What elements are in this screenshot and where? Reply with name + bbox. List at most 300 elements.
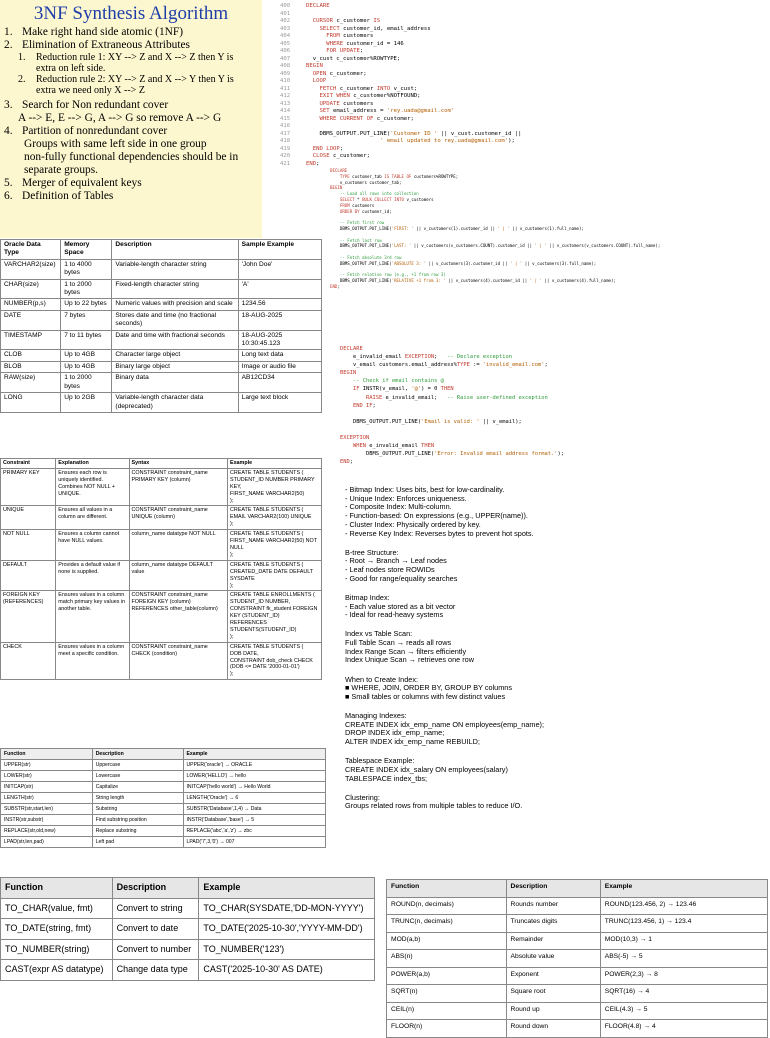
table-cell: Long text data bbox=[238, 350, 321, 361]
table-cell: REPLACE(str,old,new) bbox=[1, 826, 93, 837]
table-cell: Exponent bbox=[506, 967, 600, 985]
code-line: DBMS_OUTPUT.PUT_LINE('Email is valid: ' || v_email); bbox=[340, 418, 522, 425]
table-row bbox=[1, 468, 322, 506]
code-line bbox=[280, 26, 700, 34]
table-cell: SUBSTR('Database',1,4) → Data bbox=[183, 804, 326, 815]
table-cell: 7 to 11 bytes bbox=[61, 330, 112, 350]
table-cell: UNIQUE bbox=[1, 506, 56, 530]
note-line: CREATE INDEX idx_salary ON employees(salary) bbox=[345, 764, 508, 774]
code-text: BEGIN bbox=[306, 63, 323, 69]
line-number: 414 bbox=[280, 108, 291, 114]
table-cell: FOREIGN KEY (REFERENCES) bbox=[1, 591, 56, 642]
table-cell: Character large object bbox=[112, 350, 238, 361]
table-cell: PRIMARY KEY bbox=[1, 468, 56, 506]
table-cell: Convert to number bbox=[112, 939, 199, 960]
note-line: - Cluster Index: Physically ordered by key. bbox=[345, 519, 481, 529]
note-line: - Reverse Key Index: Reverses bytes to prevent hot spots. bbox=[345, 528, 534, 538]
spacer bbox=[345, 583, 765, 593]
note-line: CREATE INDEX idx_emp_name ON employees(emp_name); bbox=[345, 719, 544, 729]
code-line bbox=[280, 78, 700, 86]
code-text: DBMS_OUTPUT.PUT_LINE('Customer ID ' || v_cust.customer_id || bbox=[306, 130, 522, 137]
note-line: ■ Small tables or columns with few distinct values bbox=[345, 691, 506, 701]
table-cell: 18-AUG-2025 bbox=[238, 310, 321, 330]
column-header: Example bbox=[183, 749, 326, 760]
code-text: END; bbox=[306, 160, 320, 167]
column-header: Description bbox=[112, 240, 238, 260]
table-cell: 18-AUG-2025 10:30:45.123 bbox=[238, 330, 321, 350]
column-header: Memory Space bbox=[61, 240, 112, 260]
code-text: OPEN c_customer; bbox=[312, 70, 367, 77]
table-row bbox=[1, 330, 322, 350]
line-number: 419 bbox=[280, 145, 291, 152]
code-text: SELECT customer_id, email_address bbox=[319, 25, 431, 32]
line-number: 400 bbox=[280, 3, 291, 9]
code-line bbox=[280, 3, 700, 11]
code-line: -- Fetch absolute 3rd row bbox=[339, 254, 402, 260]
column-header: Function bbox=[1, 878, 113, 899]
code-line bbox=[340, 410, 770, 418]
code-line bbox=[280, 11, 700, 19]
step-2: 2. Elimination of Extraneous Attributes bbox=[4, 39, 190, 51]
table-row bbox=[1, 919, 375, 940]
table-cell: CHAR(size) bbox=[1, 279, 61, 299]
table-row bbox=[1, 642, 322, 680]
note-line: - Root → Branch → Leaf nodes bbox=[345, 556, 447, 566]
table-cell: TO_CHAR(SYSDATE,'DD-MON-YYYY') bbox=[199, 898, 375, 919]
table-cell: MOD(10,3) → 1 bbox=[600, 932, 767, 950]
line-number: 409 bbox=[280, 70, 291, 77]
line-number: 415 bbox=[280, 115, 291, 122]
note-line: Managing Indexes: bbox=[345, 711, 407, 721]
table-cell: Truncates digits bbox=[506, 915, 600, 933]
table-cell: ROUND(123.456, 2) → 123.46 bbox=[600, 897, 767, 915]
code-text: FETCH c_customer INTO v_cust; bbox=[319, 85, 418, 92]
table-cell: CREATE TABLE STUDENTS ( CREATED_DATE DATE DEFAULT SYSDATE ); bbox=[227, 560, 321, 591]
code-line: DECLARE bbox=[330, 168, 348, 173]
step-4: 4. Partition of nonredundant cover bbox=[4, 125, 168, 137]
table-cell: String length bbox=[92, 793, 183, 804]
table-cell: MOD(a,b) bbox=[387, 932, 507, 950]
table-cell: Replace substring bbox=[92, 826, 183, 837]
table-cell: TO_DATE(string, fmt) bbox=[1, 919, 113, 940]
table-cell: Up to 22 bytes bbox=[61, 299, 112, 310]
table-row bbox=[1, 939, 375, 960]
line-number: 413 bbox=[280, 100, 291, 107]
note-line: Clustering: bbox=[345, 792, 380, 802]
table-cell: Lowercase bbox=[92, 771, 183, 782]
line-number: 418 bbox=[280, 138, 291, 144]
table-row bbox=[387, 985, 768, 1003]
column-header: Description bbox=[112, 878, 199, 899]
column-header: Syntax bbox=[129, 459, 227, 469]
step-5: 5. Merger of equivalent keys bbox=[4, 177, 142, 189]
line-number: 420 bbox=[280, 153, 291, 159]
table-row bbox=[1, 898, 375, 919]
line-number: 421 bbox=[280, 160, 291, 167]
table-cell: 1 to 2000 bytes bbox=[61, 373, 112, 393]
3nf-title: 3NF Synthesis Algorithm bbox=[33, 3, 229, 24]
reduction-rule-2: 2. Reduction rule 2: XY --> Z and X --> Y then Y is extra we need only X --> Z bbox=[18, 74, 234, 96]
table-cell: NUMBER(p,s) bbox=[1, 299, 61, 310]
note-line: TABLESPACE index_tbs; bbox=[345, 773, 428, 783]
line-number: 404 bbox=[280, 33, 291, 39]
note-line: - Bitmap Index: Uses bits, best for low-cardinality. bbox=[345, 485, 505, 494]
note-line: Index vs Table Scan: bbox=[345, 629, 413, 639]
table-row bbox=[1, 310, 322, 330]
code-text: FOR UPDATE; bbox=[326, 48, 364, 54]
table-cell: CONSTRAINT constraint_name FOREIGN KEY (column) REFERENCES other_table(column) bbox=[129, 591, 227, 642]
code-line: DBMS_OUTPUT.PUT_LINE('FIRST: ' || v_customers(1).customer_id || ' | ' || v_customers(1).full_name); bbox=[330, 225, 584, 231]
table-cell: ROUND(n, decimals) bbox=[387, 897, 507, 915]
table-cell: TO_CHAR(value, fmt) bbox=[1, 898, 113, 919]
table-cell: FLOOR(n) bbox=[387, 1020, 507, 1038]
note-line: - Composite Index: Multi-column. bbox=[345, 502, 452, 512]
code-line bbox=[280, 101, 700, 109]
table-row bbox=[1, 530, 322, 561]
code-line: END; bbox=[330, 283, 340, 289]
table-cell: LOWER(str) bbox=[1, 771, 93, 782]
conversion-functions-table bbox=[0, 877, 375, 981]
table-cell: SQRT(16) → 4 bbox=[600, 985, 767, 1003]
column-header: Example bbox=[199, 878, 375, 899]
note-line: - Unique Index: Enforces uniqueness. bbox=[345, 493, 467, 503]
code-line bbox=[280, 116, 700, 124]
code-line: DBMS_OUTPUT.PUT_LINE('RELATIVE +1 from 3: ' || v_customers(4).customer_id || ' | ' || v_customers(4).full_name); bbox=[330, 278, 616, 284]
table-cell: CREATE TABLE STUDENTS ( STUDENT_ID NUMBER PRIMARY KEY, FIRST_NAME VARCHAR2(50) ); bbox=[227, 468, 321, 506]
code-text: CURSOR c_customer IS bbox=[312, 18, 381, 24]
code-line bbox=[280, 123, 700, 131]
code-line: DBMS_OUTPUT.PUT_LINE('ABSOLUTE 3: ' || v_customers(3).customer_id || ' | ' || v_customers(3).full_name); bbox=[330, 260, 597, 266]
line-number: 416 bbox=[280, 123, 291, 129]
table-cell: Ensures each row is uniquely identified. Combines NOT NULL + UNIQUE. bbox=[56, 468, 129, 506]
table-cell: Variable-length character string bbox=[112, 259, 238, 279]
code-line: IF INSTR(v_email, '@') = 0 THEN bbox=[352, 386, 454, 393]
code-text: v_cust c_customer%ROWTYPE; bbox=[306, 55, 401, 62]
code-text: EXIT WHEN c_customer%NOTFOUND; bbox=[319, 93, 421, 99]
code-line bbox=[280, 108, 700, 116]
table-cell: CONSTRAINT constraint_name UNIQUE (column) bbox=[129, 506, 227, 530]
line-number: 402 bbox=[280, 18, 291, 24]
table-header-row bbox=[1, 749, 326, 760]
table-cell: 'John Doe' bbox=[238, 259, 321, 279]
constraints-table bbox=[0, 458, 322, 680]
table-cell: CLOB bbox=[1, 350, 61, 361]
code-line: DBMS_OUTPUT.PUT_LINE('LAST: ' || v_customers(v_customers.COUNT).customer_id || ' | ' || v_customers(v_customers.COUNT).full_name); bbox=[330, 243, 661, 249]
table-row bbox=[1, 259, 322, 279]
table-cell: Capitalize bbox=[92, 782, 183, 793]
code-line: EXCEPTION bbox=[340, 435, 370, 442]
code-line: TYPE customer_tab IS TABLE OF customers%ROWTYPE; bbox=[339, 173, 459, 179]
table-cell: CHECK bbox=[1, 642, 56, 680]
code-line: END; bbox=[340, 459, 353, 466]
code-line: BEGIN bbox=[330, 185, 343, 191]
table-cell: Binary large object bbox=[112, 361, 238, 372]
exception-code-block bbox=[340, 345, 770, 475]
note-line: - Each value stored as a bit vector bbox=[345, 601, 456, 611]
table-cell: INITCAP('hello world') → Hello World bbox=[183, 782, 326, 793]
table-cell: LONG bbox=[1, 393, 61, 413]
note-line: ■ WHERE, JOIN, ORDER BY, GROUP BY columns bbox=[345, 683, 513, 693]
table-cell: Round down bbox=[506, 1020, 600, 1038]
code-line: v_email customers.email_address%TYPE := 'invalid_email.com'; bbox=[340, 362, 548, 369]
table-cell: Provides a default value if none is supplied. bbox=[56, 560, 129, 591]
table-cell: CAST(expr AS datatype) bbox=[1, 960, 113, 981]
column-header: Function bbox=[1, 749, 93, 760]
table-cell: CONSTRAINT constraint_name CHECK (condition) bbox=[129, 642, 227, 680]
table-cell: INSTR('Database','base') → 5 bbox=[183, 815, 326, 826]
table-cell: CONSTRAINT constraint_name PRIMARY KEY (column) bbox=[129, 468, 227, 506]
table-row bbox=[387, 967, 768, 985]
table-cell: Ensures values in a column meet a specific condition. bbox=[56, 642, 129, 680]
table-cell: Binary data bbox=[112, 373, 238, 393]
table-cell: LOWER('HELLO') → hello bbox=[183, 771, 326, 782]
table-cell: CREATE TABLE STUDENTS ( EMAIL VARCHAR2(100) UNIQUE ); bbox=[227, 506, 321, 530]
table-cell: Convert to string bbox=[112, 898, 199, 919]
code-line bbox=[280, 63, 700, 71]
table-cell: SQRT(n) bbox=[387, 985, 507, 1003]
table-row bbox=[1, 815, 326, 826]
line-number: 401 bbox=[280, 10, 291, 17]
code-line bbox=[280, 18, 700, 26]
code-text: LOOP bbox=[312, 78, 327, 84]
table-row bbox=[387, 915, 768, 933]
code-line: -- Check if email contains @ bbox=[352, 378, 444, 385]
code-line bbox=[280, 33, 700, 41]
table-cell: FLOOR(4.8) → 4 bbox=[600, 1020, 767, 1038]
line-number: 408 bbox=[280, 63, 291, 69]
code-line: SELECT * BULK COLLECT INTO v_customers bbox=[339, 196, 434, 202]
table-cell: AB12CD34 bbox=[238, 373, 321, 393]
code-line bbox=[280, 86, 700, 94]
table-cell: LPAD('7',3,'0') → 007 bbox=[183, 837, 326, 848]
table-cell: Ensures a column cannot have NULL values. bbox=[56, 530, 129, 561]
table-cell: Up to 2GB bbox=[61, 393, 112, 413]
table-cell: VARCHAR2(size) bbox=[1, 259, 61, 279]
note-line: Tablespace Example: bbox=[345, 756, 415, 766]
code-line: -- Fetch last row bbox=[339, 237, 382, 243]
note-line: Index Range Scan → filters efficiently bbox=[345, 646, 467, 656]
code-text bbox=[306, 11, 309, 17]
spacer bbox=[345, 665, 765, 675]
code-text: WHERE CURRENT OF c_customer; bbox=[319, 115, 414, 122]
table-row bbox=[387, 1020, 768, 1038]
column-header: Oracle Data Type bbox=[1, 240, 61, 260]
table-cell: 1234.56 bbox=[238, 299, 321, 310]
table-cell: Up to 4GB bbox=[61, 361, 112, 372]
table-cell: 'A' bbox=[238, 279, 321, 299]
code-line: DBMS_OUTPUT.PUT_LINE('Error: Invalid email address format.'); bbox=[340, 451, 564, 458]
code-line bbox=[280, 93, 700, 101]
code-line bbox=[280, 71, 700, 79]
code-line: -- Fetch relative row (e.g., +1 from row 3) bbox=[339, 272, 446, 278]
column-header: Explanation bbox=[56, 459, 129, 469]
index-notes bbox=[345, 486, 765, 811]
note-line: - Good for range/equality searches bbox=[345, 573, 458, 583]
table-cell: ABS(n) bbox=[387, 950, 507, 968]
3nf-synthesis-panel bbox=[0, 0, 262, 238]
table-cell: Change data type bbox=[112, 960, 199, 981]
note-line: - Leaf nodes store ROWIDs bbox=[345, 565, 435, 575]
table-row bbox=[1, 837, 326, 848]
table-cell: POWER(2,3) → 8 bbox=[600, 967, 767, 985]
table-cell: Rounds number bbox=[506, 897, 600, 915]
table-cell: Variable-length character data (deprecated) bbox=[112, 393, 238, 413]
table-header-row bbox=[387, 880, 768, 898]
column-header: Example bbox=[600, 880, 767, 898]
note-line: DROP INDEX idx_emp_name; bbox=[345, 728, 445, 738]
table-row bbox=[387, 950, 768, 968]
table-cell: CREATE TABLE STUDENTS ( DOB DATE, CONSTRAINT dob_check CHECK (DOB <= DATE '2000-01-01') ); bbox=[227, 642, 321, 680]
spacer bbox=[345, 702, 765, 712]
table-cell: 7 bytes bbox=[61, 310, 112, 330]
table-row bbox=[1, 393, 322, 413]
table-cell: Absolute value bbox=[506, 950, 600, 968]
table-cell: TO_DATE('2025-10-30','YYYY-MM-DD') bbox=[199, 919, 375, 940]
table-cell: CREATE TABLE ENROLLMENTS ( STUDENT_ID NUMBER, CONSTRAINT fk_student FOREIGN KEY (STUDENT_ID) REFERENCES STUDENTS(STUDENT_ID) ); bbox=[227, 591, 321, 642]
table-cell: Up to 4GB bbox=[61, 350, 112, 361]
note-line: Full Table Scan → reads all rows bbox=[345, 638, 452, 648]
data-types-table bbox=[0, 239, 322, 413]
table-row bbox=[1, 560, 322, 591]
note-line: Bitmap Index: bbox=[345, 592, 390, 602]
table-row bbox=[1, 960, 375, 981]
code-text: UPDATE customers bbox=[319, 100, 374, 107]
table-row bbox=[387, 1002, 768, 1020]
table-row bbox=[1, 361, 322, 372]
table-header-row bbox=[1, 878, 375, 899]
cursor-code-block bbox=[280, 3, 700, 167]
table-cell: Left pad bbox=[92, 837, 183, 848]
code-text bbox=[306, 123, 309, 129]
table-cell: 1 to 2000 bytes bbox=[61, 279, 112, 299]
table-cell: INITCAP(str) bbox=[1, 782, 93, 793]
table-cell: UPPER('oracle') → ORACLE bbox=[183, 760, 326, 771]
note-line: Index Unique Scan → retrieves one row bbox=[345, 655, 474, 665]
spacer bbox=[345, 538, 765, 548]
line-number: 410 bbox=[280, 78, 291, 84]
code-line: END IF; bbox=[352, 402, 376, 409]
column-header: Constraint bbox=[1, 459, 56, 469]
table-cell: Substring bbox=[92, 804, 183, 815]
code-text: WHERE customer_id = 146 bbox=[326, 40, 404, 47]
table-cell: Square root bbox=[506, 985, 600, 1003]
note-line: - Ideal for read-heavy systems bbox=[345, 610, 444, 620]
code-line: BEGIN bbox=[340, 370, 357, 377]
note-line: When to Create Index: bbox=[345, 674, 419, 684]
line-number: 405 bbox=[280, 40, 291, 47]
table-row bbox=[1, 782, 326, 793]
code-line: ORDER BY customer_id; bbox=[339, 208, 392, 214]
table-cell: TO_NUMBER('123') bbox=[199, 939, 375, 960]
table-cell: BLOB bbox=[1, 361, 61, 372]
code-line bbox=[280, 153, 700, 161]
table-cell: TIMESTAMP bbox=[1, 330, 61, 350]
reduction-rule-1: 1. Reduction rule 1: XY --> Z and X --> Z then Y is extra on left side. bbox=[18, 52, 234, 74]
table-cell: Date and time with fractional seconds bbox=[112, 330, 238, 350]
table-cell: Large text block bbox=[238, 393, 321, 413]
table-cell: LENGTH('Oracle') → 6 bbox=[183, 793, 326, 804]
table-cell: TO_NUMBER(string) bbox=[1, 939, 113, 960]
note-line: - Function-based: On expressions (e.g., UPPER(name)). bbox=[345, 511, 528, 521]
code-text: END LOOP; bbox=[312, 145, 344, 152]
table-header-row bbox=[1, 240, 322, 260]
table-cell: Stores date and time (no fractional seconds) bbox=[112, 310, 238, 330]
table-cell: CEIL(n) bbox=[387, 1002, 507, 1020]
code-text: SET email_address = 'rey.uada@gmail.com' bbox=[319, 108, 455, 114]
code-line bbox=[340, 426, 770, 434]
table-cell: LENGTH(str) bbox=[1, 793, 93, 804]
line-number: 412 bbox=[280, 93, 291, 99]
code-line bbox=[280, 41, 700, 49]
spacer bbox=[345, 783, 765, 793]
code-line bbox=[280, 131, 700, 139]
table-cell: DEFAULT bbox=[1, 560, 56, 591]
table-cell: CAST('2025-10-30' AS DATE) bbox=[199, 960, 375, 981]
step-4-line-3: separate groups. bbox=[24, 164, 99, 176]
code-line: -- Fetch first row bbox=[339, 220, 385, 226]
table-cell: 1 to 4000 bytes bbox=[61, 259, 112, 279]
code-line: v_customers customer_tab; bbox=[330, 179, 402, 185]
line-number: 403 bbox=[280, 25, 291, 32]
line-number: 406 bbox=[280, 48, 291, 54]
table-row bbox=[1, 299, 322, 310]
table-cell: RAW(size) bbox=[1, 373, 61, 393]
step-1: 1. Make right hand side atomic (1NF) bbox=[4, 26, 184, 38]
table-cell: REPLACE('abc','a','z') → zbc bbox=[183, 826, 326, 837]
table-cell: LPAD(str,len,pad) bbox=[1, 837, 93, 848]
code-text: DECLARE bbox=[306, 3, 330, 9]
table-cell: Ensures values in a column match primary key values in another table. bbox=[56, 591, 129, 642]
table-cell: column_name datatype DEFAULT value bbox=[129, 560, 227, 591]
table-cell: UPPER(str) bbox=[1, 760, 93, 771]
table-row bbox=[387, 897, 768, 915]
column-header: Sample Example bbox=[238, 240, 321, 260]
column-header: Function bbox=[387, 880, 507, 898]
table-row bbox=[1, 279, 322, 299]
code-line: WHEN e_invalid_email THEN bbox=[352, 443, 435, 450]
table-cell: Round up bbox=[506, 1002, 600, 1020]
code-line bbox=[280, 56, 700, 64]
table-cell: CREATE TABLE STUDENTS ( FIRST_NAME VARCHAR2(50) NOT NULL ); bbox=[227, 530, 321, 561]
code-line bbox=[280, 146, 700, 154]
table-cell: DATE bbox=[1, 310, 61, 330]
column-header: Description bbox=[506, 880, 600, 898]
code-line bbox=[280, 138, 700, 146]
table-row bbox=[1, 826, 326, 837]
code-text: ' email updated to rey.uada@gmail.com'); bbox=[380, 138, 515, 144]
table-cell: TRUNC(n, decimals) bbox=[387, 915, 507, 933]
code-line: FROM customers bbox=[339, 202, 375, 208]
table-row bbox=[1, 804, 326, 815]
step-6: 6. Definition of Tables bbox=[4, 190, 114, 202]
table-cell: ABS(-5) → 5 bbox=[600, 950, 767, 968]
table-row bbox=[1, 506, 322, 530]
code-line: RAISE e_invalid_email; -- Raise user-defined exception bbox=[365, 394, 548, 401]
code-line: e_invalid_email EXCEPTION; -- Declare exception bbox=[340, 354, 513, 361]
table-cell: INSTR(str,substr) bbox=[1, 815, 93, 826]
table-cell: Numeric values with precision and scale bbox=[112, 299, 238, 310]
table-cell: Fixed-length character string bbox=[112, 279, 238, 299]
table-row bbox=[1, 771, 326, 782]
table-cell: Uppercase bbox=[92, 760, 183, 771]
line-number: 411 bbox=[280, 85, 291, 92]
step-3-example: A --> E, E --> G, A --> G so remove A --> G bbox=[18, 112, 222, 124]
table-header-row bbox=[1, 459, 322, 469]
table-cell: NOT NULL bbox=[1, 530, 56, 561]
table-row bbox=[1, 760, 326, 771]
table-row bbox=[387, 932, 768, 950]
code-line: DECLARE bbox=[340, 346, 363, 352]
